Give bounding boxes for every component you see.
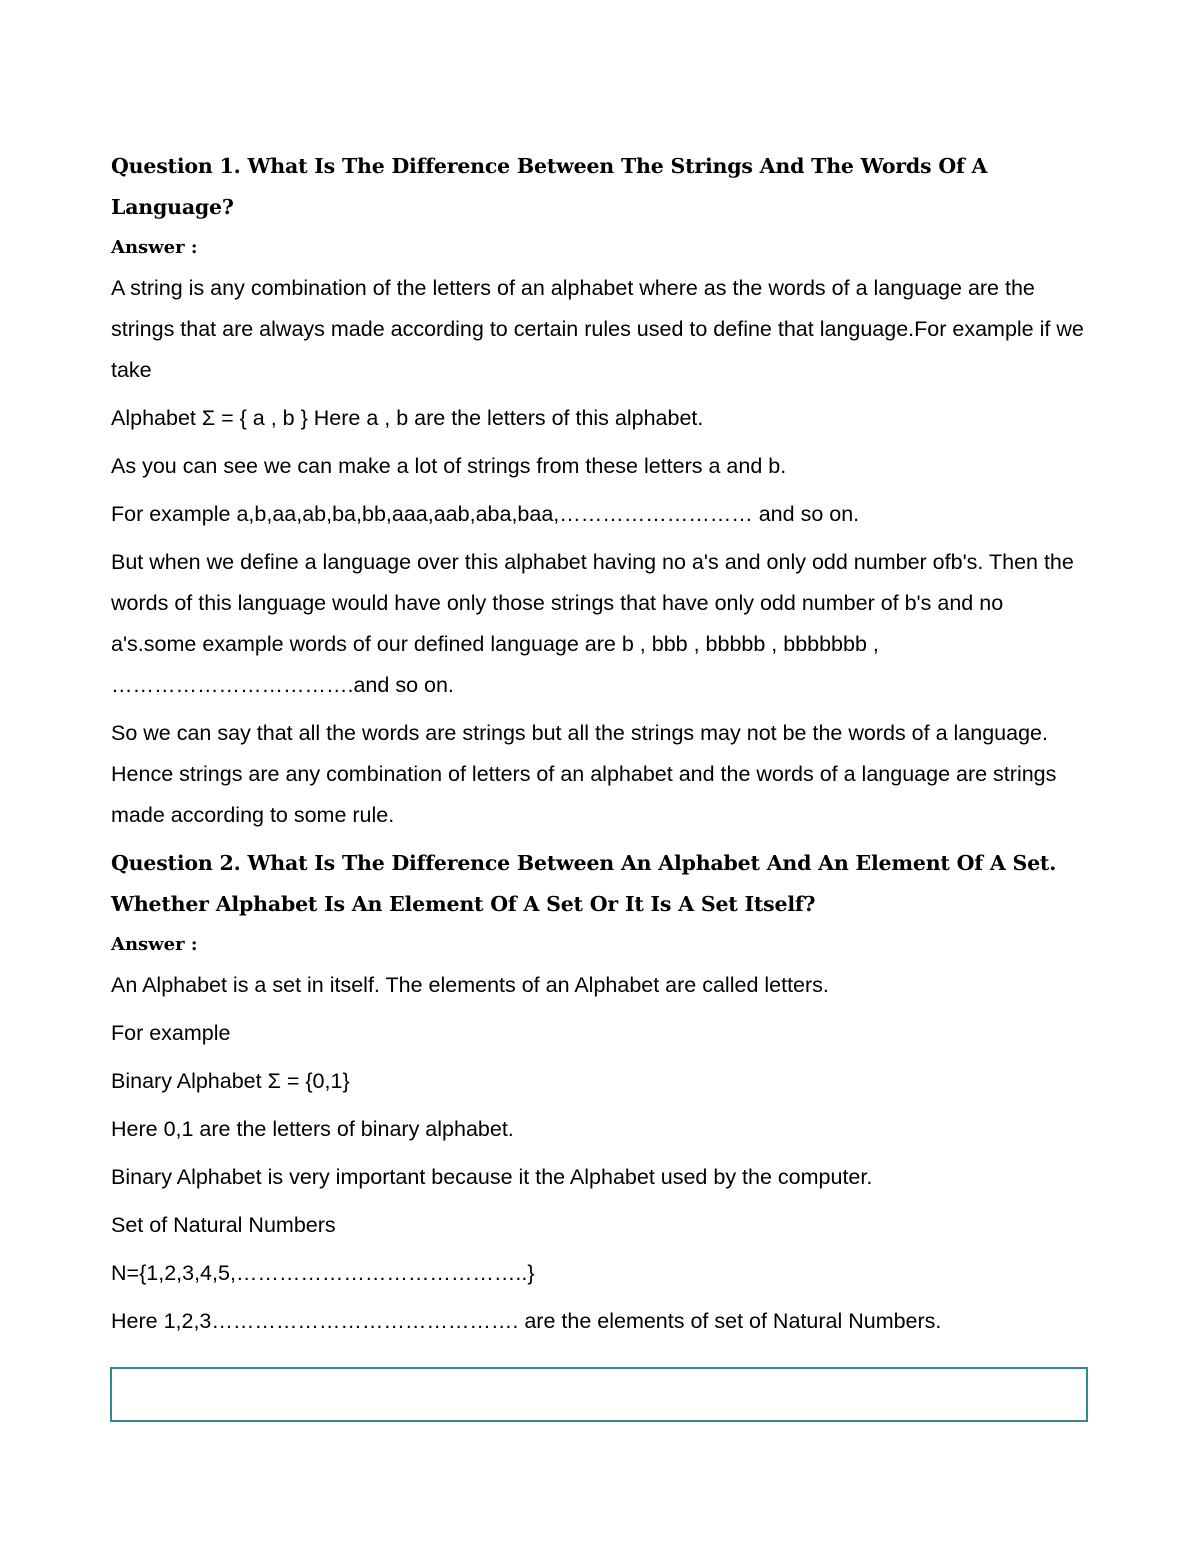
question-2-paragraph: Here 0,1 are the letters of binary alphabet.	[111, 1117, 514, 1141]
question-2-paragraph: N={1,2,3,4,5,…………………………………..}	[111, 1261, 535, 1285]
question-1-heading: Question 1. What Is The Difference Between The Strings And The Words Of A Language?	[111, 154, 988, 219]
question-2-paragraph: For example	[111, 1021, 231, 1045]
question-1-paragraph: A string is any combination of the letters of an alphabet where as the words of a language are the strings that are always made according to certain rules used to define that language.For example if we take	[111, 276, 1084, 382]
question-2-paragraph: Binary Alphabet is very important because it the Alphabet used by the computer.	[111, 1165, 873, 1189]
question-1-answer-label: Answer :	[111, 237, 198, 258]
question-2-paragraph: Here 1,2,3……………………………………. are the elements of set of Natural Numbers.	[111, 1309, 942, 1333]
question-1-paragraph: So we can say that all the words are strings but all the strings may not be the words of a language. Hence strings are any combination of letters of an alphabet and the words of a language are strings made according to some rule.	[111, 721, 1057, 827]
question-2-answer-label: Answer :	[111, 934, 198, 955]
question-2-paragraph: An Alphabet is a set in itself. The elements of an Alphabet are called letters.	[111, 973, 829, 997]
question-2-paragraph: Set of Natural Numbers	[111, 1213, 336, 1237]
document-body	[111, 146, 1091, 1342]
question-1-paragraph: For example a,b,aa,ab,ba,bb,aaa,aab,aba,baa,……………………… and so on.	[111, 502, 860, 526]
question-2-paragraph: Binary Alphabet Σ = {0,1}	[111, 1069, 350, 1093]
question-1-paragraph: Alphabet Σ = { a , b } Here a , b are the letters of this alphabet.	[111, 406, 704, 430]
question-2-heading: Question 2. What Is The Difference Between An Alphabet And An Element Of A Set. Whether Alphabet Is An Element Of A Set Or It Is A Set Itself?	[111, 851, 1057, 916]
question-1-paragraph: As you can see we can make a lot of strings from these letters a and b.	[111, 454, 787, 478]
question-1-paragraph: But when we define a language over this alphabet having no a's and only odd number ofb's. Then the words of this language would have only those strings that have only odd number of b's and no a's.some example words of our defined language are b , bbb , bbbbb , bbbbbbb , …………………………….and so on.	[111, 550, 1074, 697]
empty-bordered-box	[110, 1367, 1088, 1422]
